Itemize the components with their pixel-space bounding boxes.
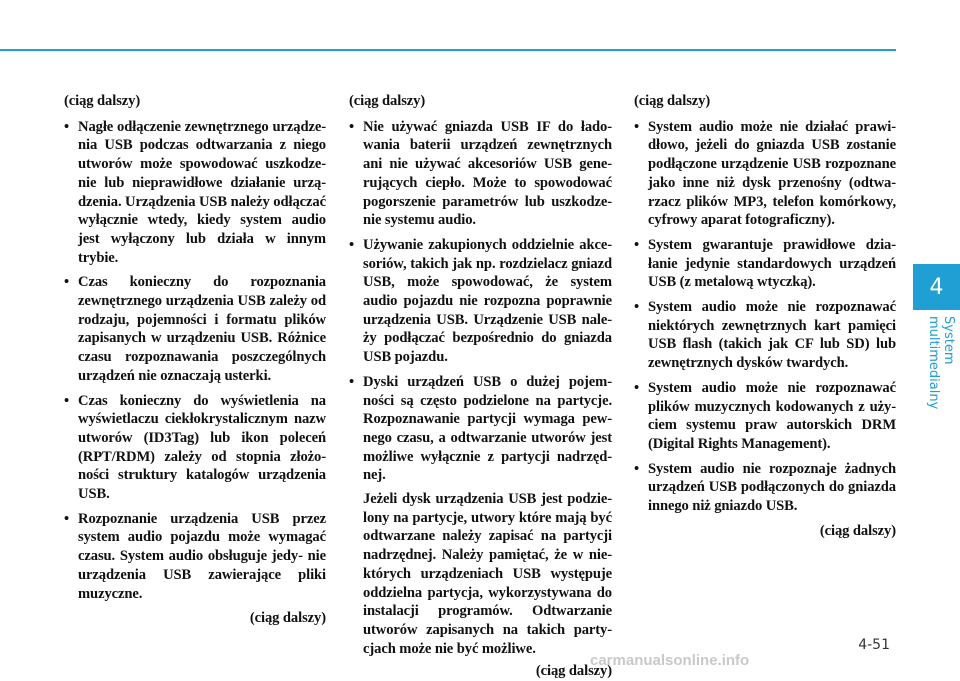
continued-label-top: (ciąg dalszy) — [634, 93, 711, 109]
bullet-item: • Używanie zakupionych oddzielnie akce- soriów, takich jak np. rozdzielacz gniazd USB, może spowodować, że system audio pojazdu nie rozpozna poprawnie urządzenia USB. Urządzenie USB nale- ży podłączać bezpośrednio do gniazda USB pojazdu. — [349, 236, 612, 367]
watermark: carmanualsonline.info — [590, 652, 750, 669]
bullet-item: • Czas konieczny do wyświetlenia na wyświetlaczu ciekłokrystalicznym nazw utworów (ID3Tag) lub ikon poleceń (RPT/RDM) zależy od stopnia złożo- ności struktury katalogów urządzenia USB. — [64, 392, 326, 504]
bullet-item: • Nagłe odłączenie zewnętrznego urządze- nia USB podczas odtwarzania z niego utworów może spowodować uszkodze- nie lub nieprawidłowe działanie urzą- dzenia. Urządzenia USB należy odłączać wyłącznie wtedy, kiedy system audio jest wyłączony lub działa w innym trybie. — [64, 118, 326, 268]
page-number: 4-51 — [858, 637, 890, 653]
continued-label-top: (ciąg dalszy) — [64, 93, 141, 109]
bullet-item: • System audio może nie rozpoznawać plików muzycznych kodowanych z uży- ciem systemu praw autorskich DRM (Digital Rights Management). — [634, 379, 896, 454]
bullet-list — [64, 118, 326, 604]
continued-label-top: (ciąg dalszy) — [349, 93, 426, 109]
column-2 — [349, 92, 612, 681]
bullet-item: • System audio może nie rozpoznawać niektórych zewnętrznych kart pamięci USB flash (takich jak CF lub SD) lub zewnętrznych dysków twardych. — [634, 298, 896, 373]
bullet-item: • Nie używać gniazda USB IF do łado- wania baterii urządzeń zewnętrznych ani nie używać akcesoriów USB gene- rujących ciepło. Może to spowodować pogorszenie parametrów lub uszkodze- nie systemu audio. — [349, 118, 612, 230]
bullet-list — [349, 118, 612, 485]
continued-label-bottom: (ciąg dalszy) — [249, 610, 326, 627]
chapter-tab[interactable]: 4 — [913, 264, 960, 310]
bullet-item: • Czas konieczny do rozpoznania zewnętrznego urządzenia USB zależy od rodzaju, pojemności i formatu plików zapisanych w urządzeniu USB. Różnice czasu rozpoznawania poszczególnych urządzeń nie oznaczają usterki. — [64, 273, 326, 385]
bullet-item: • System gwarantuje prawidłowe dzia- łanie jedynie standardowych urządzeń USB (z metalową wtyczką). — [634, 236, 896, 292]
column-1 — [64, 92, 326, 628]
header-rule — [0, 49, 896, 51]
bullet-item: • Dyski urządzeń USB o dużej pojem- ności są często podzielone na partycje. Rozpoznawanie partycji wymaga pew- nego czasu, a odtwarzanie utworów jest możliwe wyłącznie z partycji nadrzęd- nej. — [349, 373, 612, 485]
bullet-item: • Rozpoznanie urządzenia USB przez system audio pojazdu może wymagać czasu. System audio obsługuje jedy- nie urządzenia USB zawierające pliki muzyczne. — [64, 510, 326, 604]
bullet-item: • System audio nie rozpoznaje żadnych urządzeń USB podłączonych do gniazda innego niż gniazdo USB. — [634, 460, 896, 516]
chapter-title: System multimedialny — [926, 316, 956, 410]
continued-label-bottom: (ciąg dalszy) — [535, 663, 612, 680]
bullet-list — [634, 118, 896, 516]
partition-paragraph: Jeżeli dysk urządzenia USB jest podzie- lony na partycje, utwory które mają być odtwarzane należy zapisać na partycji nadrzędnej. Należy pamiętać, że w nie- których urządzeniach USB występuje oddzielna partycja, wykorzystywana do instalacji programów. Odtwarzanie utworów zapisanych na takich party- cjach może nie być możliwe. — [363, 491, 612, 657]
column-3 — [634, 92, 896, 540]
bullet-item: • System audio może nie działać prawi- dłowo, jeżeli do gniazda USB zostanie podłączone urządzenie USB rozpoznane jako inne niż dysk przenośny (odtwa- rzacz plików MP3, telefon komórkowy, cyfrowy aparat fotograficzny). — [634, 118, 896, 230]
continued-label-bottom: (ciąg dalszy) — [819, 522, 896, 539]
